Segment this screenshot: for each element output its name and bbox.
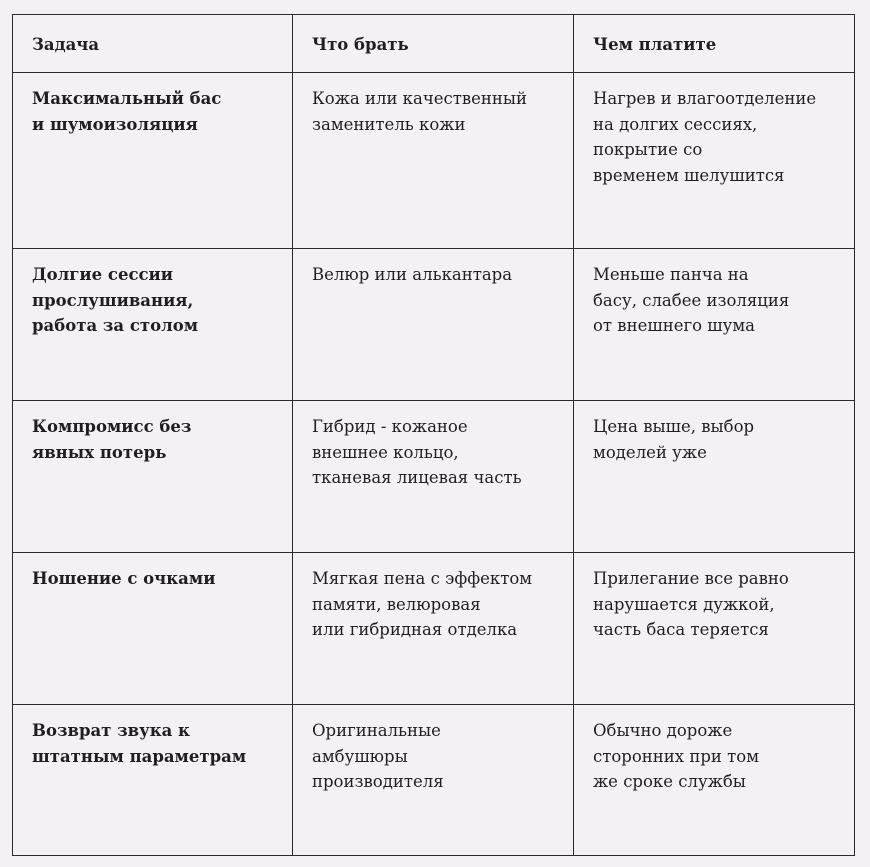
cell-line: от внешнего шума: [593, 316, 756, 335]
table-row: [13, 73, 855, 249]
cell-line: Прилегание все равно: [593, 569, 789, 588]
cell-line: прослушивания,: [32, 290, 194, 310]
header-task: Задача: [13, 15, 293, 73]
take-cell: [293, 553, 574, 705]
cost-cell: [574, 249, 855, 401]
cell-line: покрытие со: [593, 140, 703, 159]
cell-line: басу, слабее изоляция: [593, 290, 790, 310]
cost-cell: [574, 553, 855, 705]
cell-line: моделей уже: [593, 442, 707, 462]
cell-line: временем шелушится: [593, 165, 785, 185]
cell-line: Ношение с очками: [32, 569, 216, 588]
cell-line: Нагрев и влагоотделение: [593, 89, 817, 108]
cell-line: работа за столом: [32, 316, 199, 335]
cell-line: амбушюры: [312, 746, 408, 766]
cell-line: Цена выше, выбор: [593, 417, 755, 436]
task-cell: [13, 705, 293, 856]
take-cell: [293, 73, 574, 249]
cell-line: Мягкая пена с эффектом: [312, 569, 533, 588]
cell-line: Возврат звука к: [32, 721, 190, 740]
task-cell: [13, 553, 293, 705]
cell-line: Гибрид - кожаное: [312, 417, 468, 436]
take-cell: [293, 705, 574, 856]
cell-line: Компромисс без: [32, 417, 192, 436]
cell-line: Велюр или алькантара: [312, 265, 513, 284]
cell-line: Долгие сессии: [32, 265, 174, 284]
task-cell: [13, 401, 293, 553]
cell-line: Максимальный бас: [32, 89, 222, 108]
take-cell: [293, 249, 574, 401]
cell-line: сторонних при том: [593, 746, 760, 766]
table-header-row: [13, 15, 855, 73]
cell-line: и шумоизоляция: [32, 114, 198, 134]
cell-line: штатным параметрам: [32, 746, 247, 766]
cell-line: внешнее кольцо,: [312, 442, 459, 462]
task-cell: [13, 249, 293, 401]
cost-cell: [574, 705, 855, 856]
cell-line: производителя: [312, 772, 444, 791]
cell-line: Меньше панча на: [593, 265, 749, 284]
table-row: [13, 249, 855, 401]
cell-line: заменитель кожи: [312, 114, 466, 134]
cost-cell: [574, 73, 855, 249]
cell-line: Кожа или качественный: [312, 89, 528, 108]
cell-line: Оригинальные: [312, 721, 441, 740]
cell-line: памяти, велюровая: [312, 594, 481, 614]
cell-line: часть баса теряется: [593, 620, 769, 639]
cell-line: Обычно дороже: [593, 721, 733, 740]
header-what-to-take: Что брать: [293, 15, 574, 73]
cell-line: или гибридная отделка: [312, 620, 518, 639]
cell-line: на долгих сессиях,: [593, 114, 758, 134]
take-cell: [293, 401, 574, 553]
task-cell: [13, 73, 293, 249]
table-row: [13, 705, 855, 856]
cell-line: же сроке службы: [593, 772, 746, 791]
cell-line: тканевая лицевая часть: [312, 468, 522, 487]
table-row: [13, 401, 855, 553]
cost-cell: [574, 401, 855, 553]
header-what-you-pay: Чем платите: [574, 15, 855, 73]
cell-line: нарушается дужкой,: [593, 594, 775, 614]
cell-line: явных потерь: [32, 442, 167, 462]
comparison-table: [12, 14, 855, 856]
table-row: [13, 553, 855, 705]
